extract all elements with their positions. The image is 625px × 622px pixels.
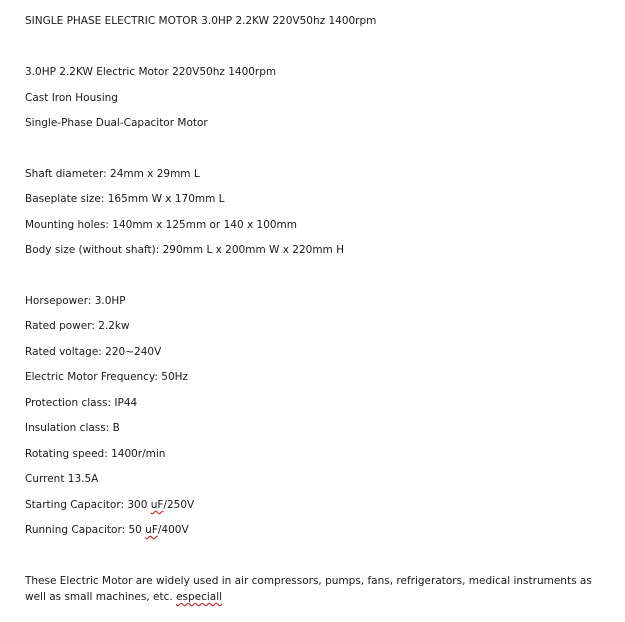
body-size: Body size (without shaft): 290mm L x 200mm W x 220mm H [25,244,345,256]
running-capacitor-unit: uF [145,524,158,536]
shaft-diameter: Shaft diameter: 24mm x 29mm L [25,168,200,180]
starting-capacitor-unit: uF [150,499,164,511]
running-capacitor [25,523,189,537]
horsepower: Horsepower: 3.0HP [25,295,126,307]
insulation-class: Insulation class: B [25,422,120,434]
baseplate-size: Baseplate size: 165mm W x 170mm L [25,193,225,205]
misspelled-word: especiall [176,591,223,603]
mounting-holes: Mounting holes: 140mm x 125mm or 140 x 100mm [25,219,298,231]
running-capacitor-suffix: /400V [157,524,189,536]
motor-frequency: Electric Motor Frequency: 50Hz [25,371,189,383]
document-title: SINGLE PHASE ELECTRIC MOTOR 3.0HP 2.2KW 220V50hz 1400rpm [25,15,377,27]
starting-capacitor-prefix: Starting Capacitor: 300 [25,499,151,511]
intro-line-motor: 3.0HP 2.2KW Electric Motor 220V50hz 1400rpm [25,66,277,78]
rated-voltage: Rated voltage: 220~240V [25,346,162,358]
intro-line-housing: Cast Iron Housing [25,92,118,104]
description-text: These Electric Motor are widely used in air compressors, pumps, fans, refrigerators, medical instruments as well as small machines, etc. [25,575,592,603]
rotating-speed: Rotating speed: 1400r/min [25,448,166,460]
starting-capacitor-suffix: /250V [163,499,195,511]
protection-class: Protection class: IP44 [25,397,138,409]
intro-line-motor-type: Single-Phase Dual-Capacitor Motor [25,117,208,129]
description-paragraph [25,573,610,605]
rated-power: Rated power: 2.2kw [25,320,130,332]
starting-capacitor [25,498,194,512]
current-rating: Current 13.5A [25,473,99,485]
running-capacitor-prefix: Running Capacitor: 50 [25,524,146,536]
